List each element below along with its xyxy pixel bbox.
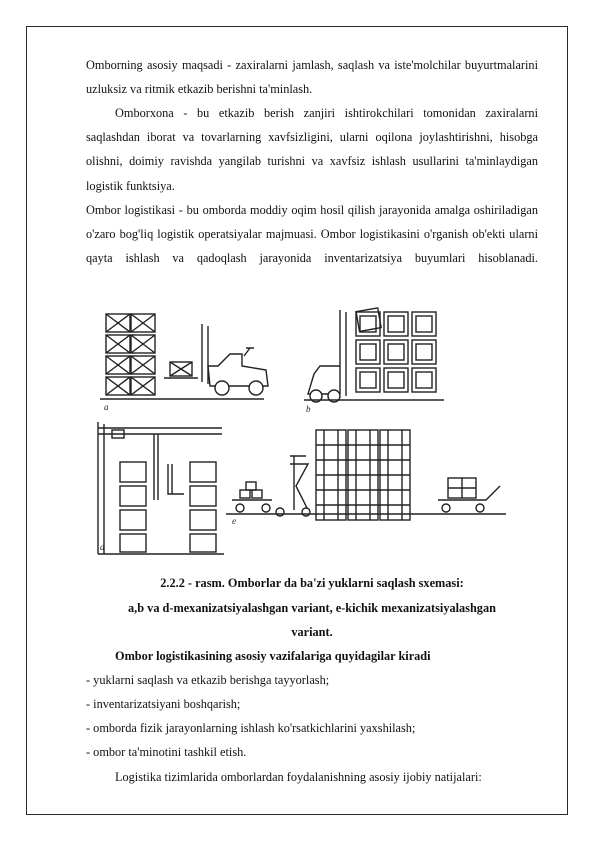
figure-caption-line3: variant. xyxy=(291,625,333,639)
scheme-b-label: b xyxy=(306,404,311,414)
tasks-list-item: - inventarizatsiyani boshqarish; xyxy=(86,697,241,711)
storage-schemes-figure xyxy=(94,304,514,560)
tasks-heading: Ombor logistikasining asosiy vazifalariga quyidagilar kiradi xyxy=(115,649,431,663)
scheme-d xyxy=(98,422,224,554)
paragraph-purpose: Omborning asosiy maqsadi - zaxiralarni jamlash, saqlash va iste'molchilar buyurtmalarini uzluksiz va ritmik etkazib berishni ta'minlash. xyxy=(86,58,538,97)
tasks-list-item: - omborda fizik jarayonlarning ishlash ko'rsatkichlarini yaxshilash; xyxy=(86,721,416,735)
paragraph-warehouse-logistics-end: hisoblanadi. xyxy=(478,251,538,266)
figure-caption-line2: a,b va d-mexanizatsiyalashgan variant, e-kichik mexanizatsiyalashgan xyxy=(128,601,496,615)
scheme-a xyxy=(100,314,268,399)
storage-schemes-drawing xyxy=(94,304,514,560)
scheme-b xyxy=(304,308,444,402)
tasks-list-item: - ombor ta'minotini tashkil etish. xyxy=(86,745,247,759)
scheme-e xyxy=(226,430,506,520)
tasks-list-item: - yuklarni saqlash va etkazib berishga tayyorlash; xyxy=(86,673,330,687)
scheme-e-label: e xyxy=(232,516,236,526)
figure-caption-title: 2.2.2 - rasm. Omborlar da ba'zi yuklarni saqlash sxemasi: xyxy=(160,576,464,590)
scheme-a-label: a xyxy=(104,402,109,412)
paragraph-warehouse-logistics-text: Ombor logistikasi - bu omborda moddiy oqim hosil qilish jarayonida amalga oshiriladigan o'zaro bog'liq logistik operatsiyalar majmuasi. Ombor logistikasini o'rganish ob'ekti ularni qayta ishlash va qadoqlash jarayonida inventarizatsiya buyumlari xyxy=(86,203,538,266)
paragraph-warehouse-definition: Omborxona - bu etkazib berish zanjiri ishtirokchilari tomonidan zaxiralarni saqlashdan iborat va tovarlarning xavfsizligini, ularni oqilona joylashtirishni, hisobga olishni, doimiy ravishda yangilab turishni va xavfsiz ishlash usullarini ta'minlaydigan logistik funktsiya. xyxy=(86,106,538,193)
closing-line: Logistika tizimlarida omborlardan foydalanishning asosiy ijobiy natijalari: xyxy=(115,770,482,784)
paragraph-warehouse-logistics xyxy=(86,198,538,271)
scheme-d-label: d xyxy=(100,542,105,552)
